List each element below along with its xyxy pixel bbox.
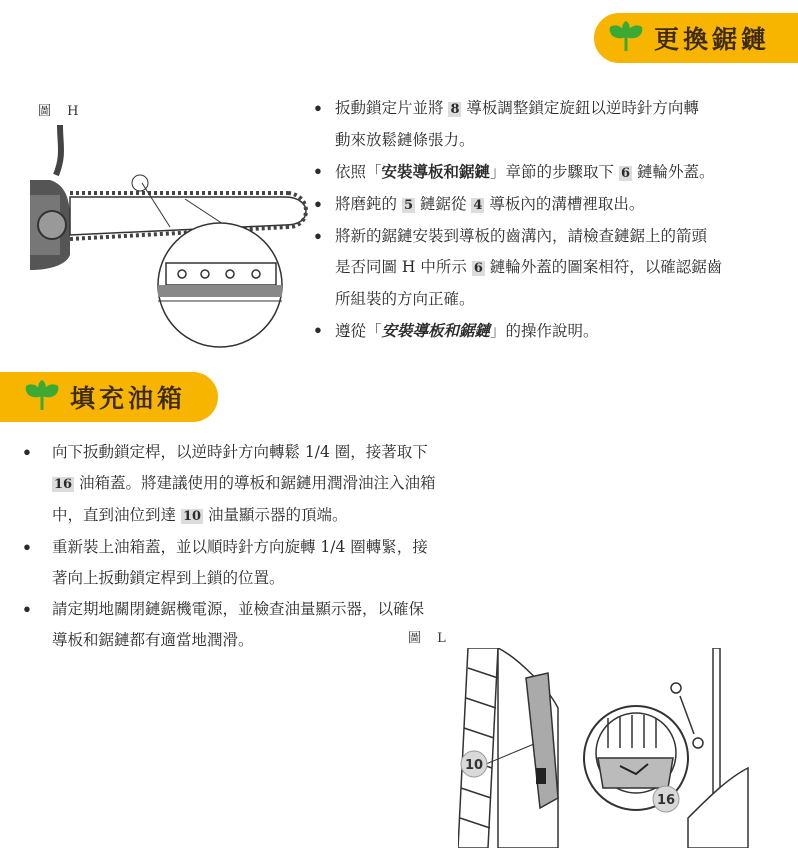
- text-segment: 將新的鋸鏈安裝到導板的齒溝內，請檢查鏈鋸上的箭頭: [335, 227, 708, 245]
- text-line: [52, 594, 502, 625]
- text-line: [52, 437, 502, 468]
- list-item: [313, 315, 793, 347]
- fill-oil-steps: [22, 437, 502, 656]
- callout-16: 16: [656, 793, 676, 808]
- bullet-icon: •: [22, 443, 32, 462]
- text-line: [335, 189, 793, 221]
- text-segment: 中，直到油位到達: [52, 506, 181, 524]
- section-header-replace-chain: [594, 13, 798, 63]
- text-segment: 依照「: [335, 163, 382, 181]
- text-segment: 」章節的步驟取下: [490, 163, 619, 181]
- text-segment: 扳動鎖定片並將: [335, 99, 449, 117]
- text-line: [52, 532, 502, 563]
- bullet-icon: •: [22, 538, 32, 557]
- text-segment: 重新裝上油箱蓋，並以順時針方向旋轉 1/4 圈轉緊，接: [52, 538, 428, 556]
- text-line: [335, 315, 793, 347]
- text-segment: 鏈鋸從: [414, 195, 472, 213]
- section-reference: 安裝導板和鋸鏈: [381, 321, 491, 340]
- bullet-icon: •: [313, 321, 323, 340]
- part-number-badge: 6: [620, 166, 631, 181]
- part-number-badge: 16: [54, 477, 73, 492]
- list-item: [22, 437, 502, 532]
- text-segment: 將磨鈍的: [335, 195, 402, 213]
- list-item: [313, 93, 793, 156]
- text-segment: 所組裝的方向正確。: [335, 290, 475, 308]
- callout-10: 10: [464, 758, 484, 773]
- figure-h-label: 圖 H: [38, 104, 85, 119]
- figure-l-illustration: [458, 648, 758, 848]
- figure-h-illustration: [30, 125, 315, 350]
- text-segment: 動來放鬆鏈條張力。: [335, 131, 475, 149]
- text-line: [52, 500, 502, 532]
- bullet-icon: •: [313, 162, 323, 181]
- text-line: [335, 156, 793, 189]
- part-number-badge: 8: [450, 102, 460, 117]
- part-number-badge: 6: [473, 261, 483, 276]
- text-segment: 著向上扳動鎖定桿到上鎖的位置。: [52, 569, 285, 587]
- replace-chain-steps: [313, 93, 793, 347]
- list-item: [313, 156, 793, 189]
- text-segment: 向下扳動鎖定桿，以逆時針方向轉鬆 1/4 圈，接著取下: [52, 443, 428, 461]
- list-item: [22, 594, 502, 656]
- list-item: [313, 221, 793, 315]
- text-line: [52, 468, 502, 500]
- part-number-badge: 4: [473, 198, 483, 213]
- text-line: [335, 93, 793, 125]
- leaf-icon: [606, 21, 646, 55]
- text-segment: 導板和鋸鏈都有適當地潤滑。: [52, 631, 254, 649]
- text-line: [335, 284, 793, 315]
- text-line: [335, 252, 793, 284]
- text-segment: 是否同圖 H 中所示: [335, 258, 472, 276]
- text-segment: 油量顯示器的頂端。: [203, 506, 348, 524]
- bullet-icon: •: [313, 195, 323, 214]
- text-line: [335, 221, 793, 252]
- list-item: [22, 532, 502, 594]
- text-segment: 鏈輪外蓋。: [632, 163, 715, 181]
- figure-l-label: 圖 L: [408, 631, 452, 646]
- part-number-badge: 10: [182, 509, 202, 524]
- text-segment: 油箱蓋。將建議使用的導板和鋸鏈用潤滑油注入油箱: [74, 474, 436, 492]
- text-line: [335, 125, 793, 156]
- section-reference: 安裝導板和鋸鏈: [381, 162, 491, 181]
- text-segment: 」的操作說明。: [490, 322, 599, 340]
- section-title: 更換鋸鏈: [654, 25, 771, 54]
- text-segment: 導板調整鎖定旋鈕以逆時針方向轉: [461, 99, 699, 117]
- list-item: [313, 189, 793, 221]
- bullet-icon: •: [313, 227, 323, 246]
- bullet-icon: •: [22, 600, 32, 619]
- section-title: 填充油箱: [70, 384, 187, 413]
- leaf-icon: [22, 380, 62, 414]
- section-header-fill-oil: [0, 372, 218, 422]
- bullet-icon: •: [313, 99, 323, 118]
- text-segment: 遵從「: [335, 322, 382, 340]
- text-line: [52, 563, 502, 594]
- text-segment: 請定期地關閉鏈鋸機電源，並檢查油量顯示器，以確保: [52, 600, 425, 618]
- text-segment: 導板內的溝槽裡取出。: [484, 195, 645, 213]
- text-segment: 鏈輪外蓋的圖案相符，以確認鋸齒: [484, 258, 723, 276]
- part-number-badge: 5: [403, 198, 413, 213]
